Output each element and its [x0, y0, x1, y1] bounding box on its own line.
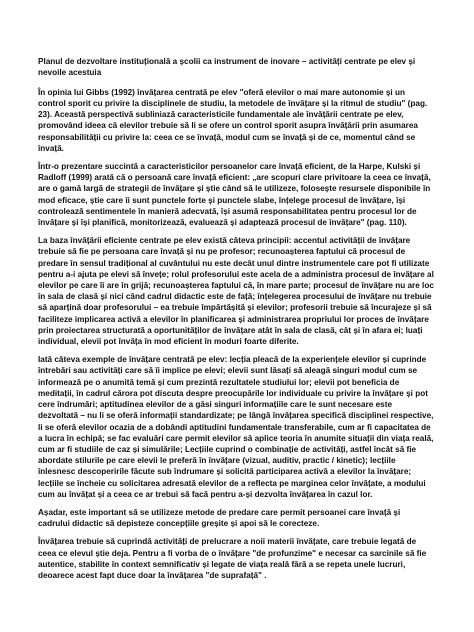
- paragraph-gibbs: În opinia lui Gibbs (1992) învățarea centrată pe elev "oferă elevilor o mai mare autonomie și un control sporit cu privire la disciplinele de studiu, la metodele de învățare și la ritmul de studiu" (pag. 23). Această perspectivă subliniază caracteristicile fundamentale ale învățării centrate pe elev, promovând ideea că elevilor trebuie să li se ofere un control sporit asupra învățării prin asumarea responsabilității cu privire la: ceea ce se învață, modul cum se învață și de ce, momentul când se învață.: [38, 87, 428, 153]
- document-title: Planul de dezvoltare instituțională a școlii ca instrument de inovare – activități centrate pe elev și nevoile acestuia: [38, 57, 416, 78]
- paragraph-efficient-learners: Într-o prezentare succintă a caracteristicilor persoanelor care învață eficient, de la Harpe, Kulski și Radloff (1999) arată că o persoană care învață eficient: „are scopuri clare privitoare la ceea ce învață, are o gamă largă de strategii de învățare și știe când să le utilizeze, folosește resursele disponibile în mod eficace, știe care îi sunt punctele forte și punctele slabe, înțelege procesul de învățare, își controlează sentimentele în manieră adecvată, își asumă responsabilitatea pentru procesul lor de învățare și își planifică, monitorizează, evaluează și adaptează procesul de învățare" (pag. 110).: [38, 162, 431, 228]
- paragraph-deep-learning: Învățarea trebuie să cuprindă activități de prelucrare a noii materii învățate, care trebuie legată de ceea ce elevul știe deja. Pentru a fi vorba de o învățare "de profunzime" e necesar ca sarcinile să fie autentice, stabilite în context semnificativ și legate de viața reală fără a se repeta unele lucruri, deoarece acest fapt duce doar la învățarea "de suprafață" .: [38, 537, 427, 580]
- paragraph-examples: Iată câteva exemple de învățare centrată pe elev: lecția pleacă de la experiențele elevilor și cuprinde întrebări sau activități care să îi implice pe elevi; elevii sunt lăsați să aleagă singuri modul cum se informează pe o anumită temă și cum prezintă rezultatele studiului lor; elevii pot beneficia de meditații, în cadrul cărora pot discuta despre preocupările lor individuale cu privire la învățare și pot cere îndrumări; aptitudinea elevilor de a găsi singuri informațiile care le sunt necesare este dezvoltată – nu li se oferă informații standardizate; pe lângă învățarea specifică disciplinei respective, li se oferă elevilor ocazia de a dobândi aptitudini fundamentale transferabile, cum ar fi capacitatea de a lucra în echipă; se fac evaluări care permit elevilor să aplice teoria în anumite situații din viața reală, cum ar fi studiile de caz și simulările; Lecțiile cuprind o combinație de activități, astfel încât să fie abordate stilurile pe care elevii le preferă în învățare (vizual, auditiv, practic / kinetic); lecțiile înlesnesc descoperirile făcute sub îndrumare și solicită participarea activă a elevilor la învățare; lecțiile se încheie cu solicitarea adresată elevilor de a reflecta pe marginea celor învățate, a modului cum au învățat și a ceea ce ar trebui să facă pentru a-și dezvolta învățarea în cazul lor.: [38, 355, 434, 499]
- paragraph-conclusion: Așadar, este important să se utilizeze metode de predare care permit persoanei care învață și cadrului didactic să depisteze concepțiile greșite și apoi să le corecteze.: [38, 507, 401, 529]
- paragraph-principles: La baza învățării eficiente centrate pe elev există câteva principii: accentul activității de învățare trebuie să fie pe persoana care învață și nu pe profesor; recunoașterea faptului că procesul de predare în sensul tradițional al cuvântului nu este decât unul dintre instrumentele care pot fi utilizate pentru a-i ajuta pe elevi să învețe; rolul profesorului este acela de a administra procesul de învățare al elevilor pe care îi are în grijă; recunoașterea faptului că, în mare parte; procesul de învățare nu are loc în sala de clasă și nici când cadrul didactic este de față; înțelegerea procesului de învățare nu trebuie să aparțină doar profesorului – ea trebuie împărtășită și elevilor; profesorii trebuie să încurajeze și să faciliteze implicarea activă a elevilor în planificarea și administrarea propriului lor proces de învățare prin proiectarea structurată a oportunităților de învățare atât în sala de clasă, cât și în afara ei; luați individual, elevii pot învăța în mod eficient în moduri foarte diferite.: [38, 236, 434, 347]
